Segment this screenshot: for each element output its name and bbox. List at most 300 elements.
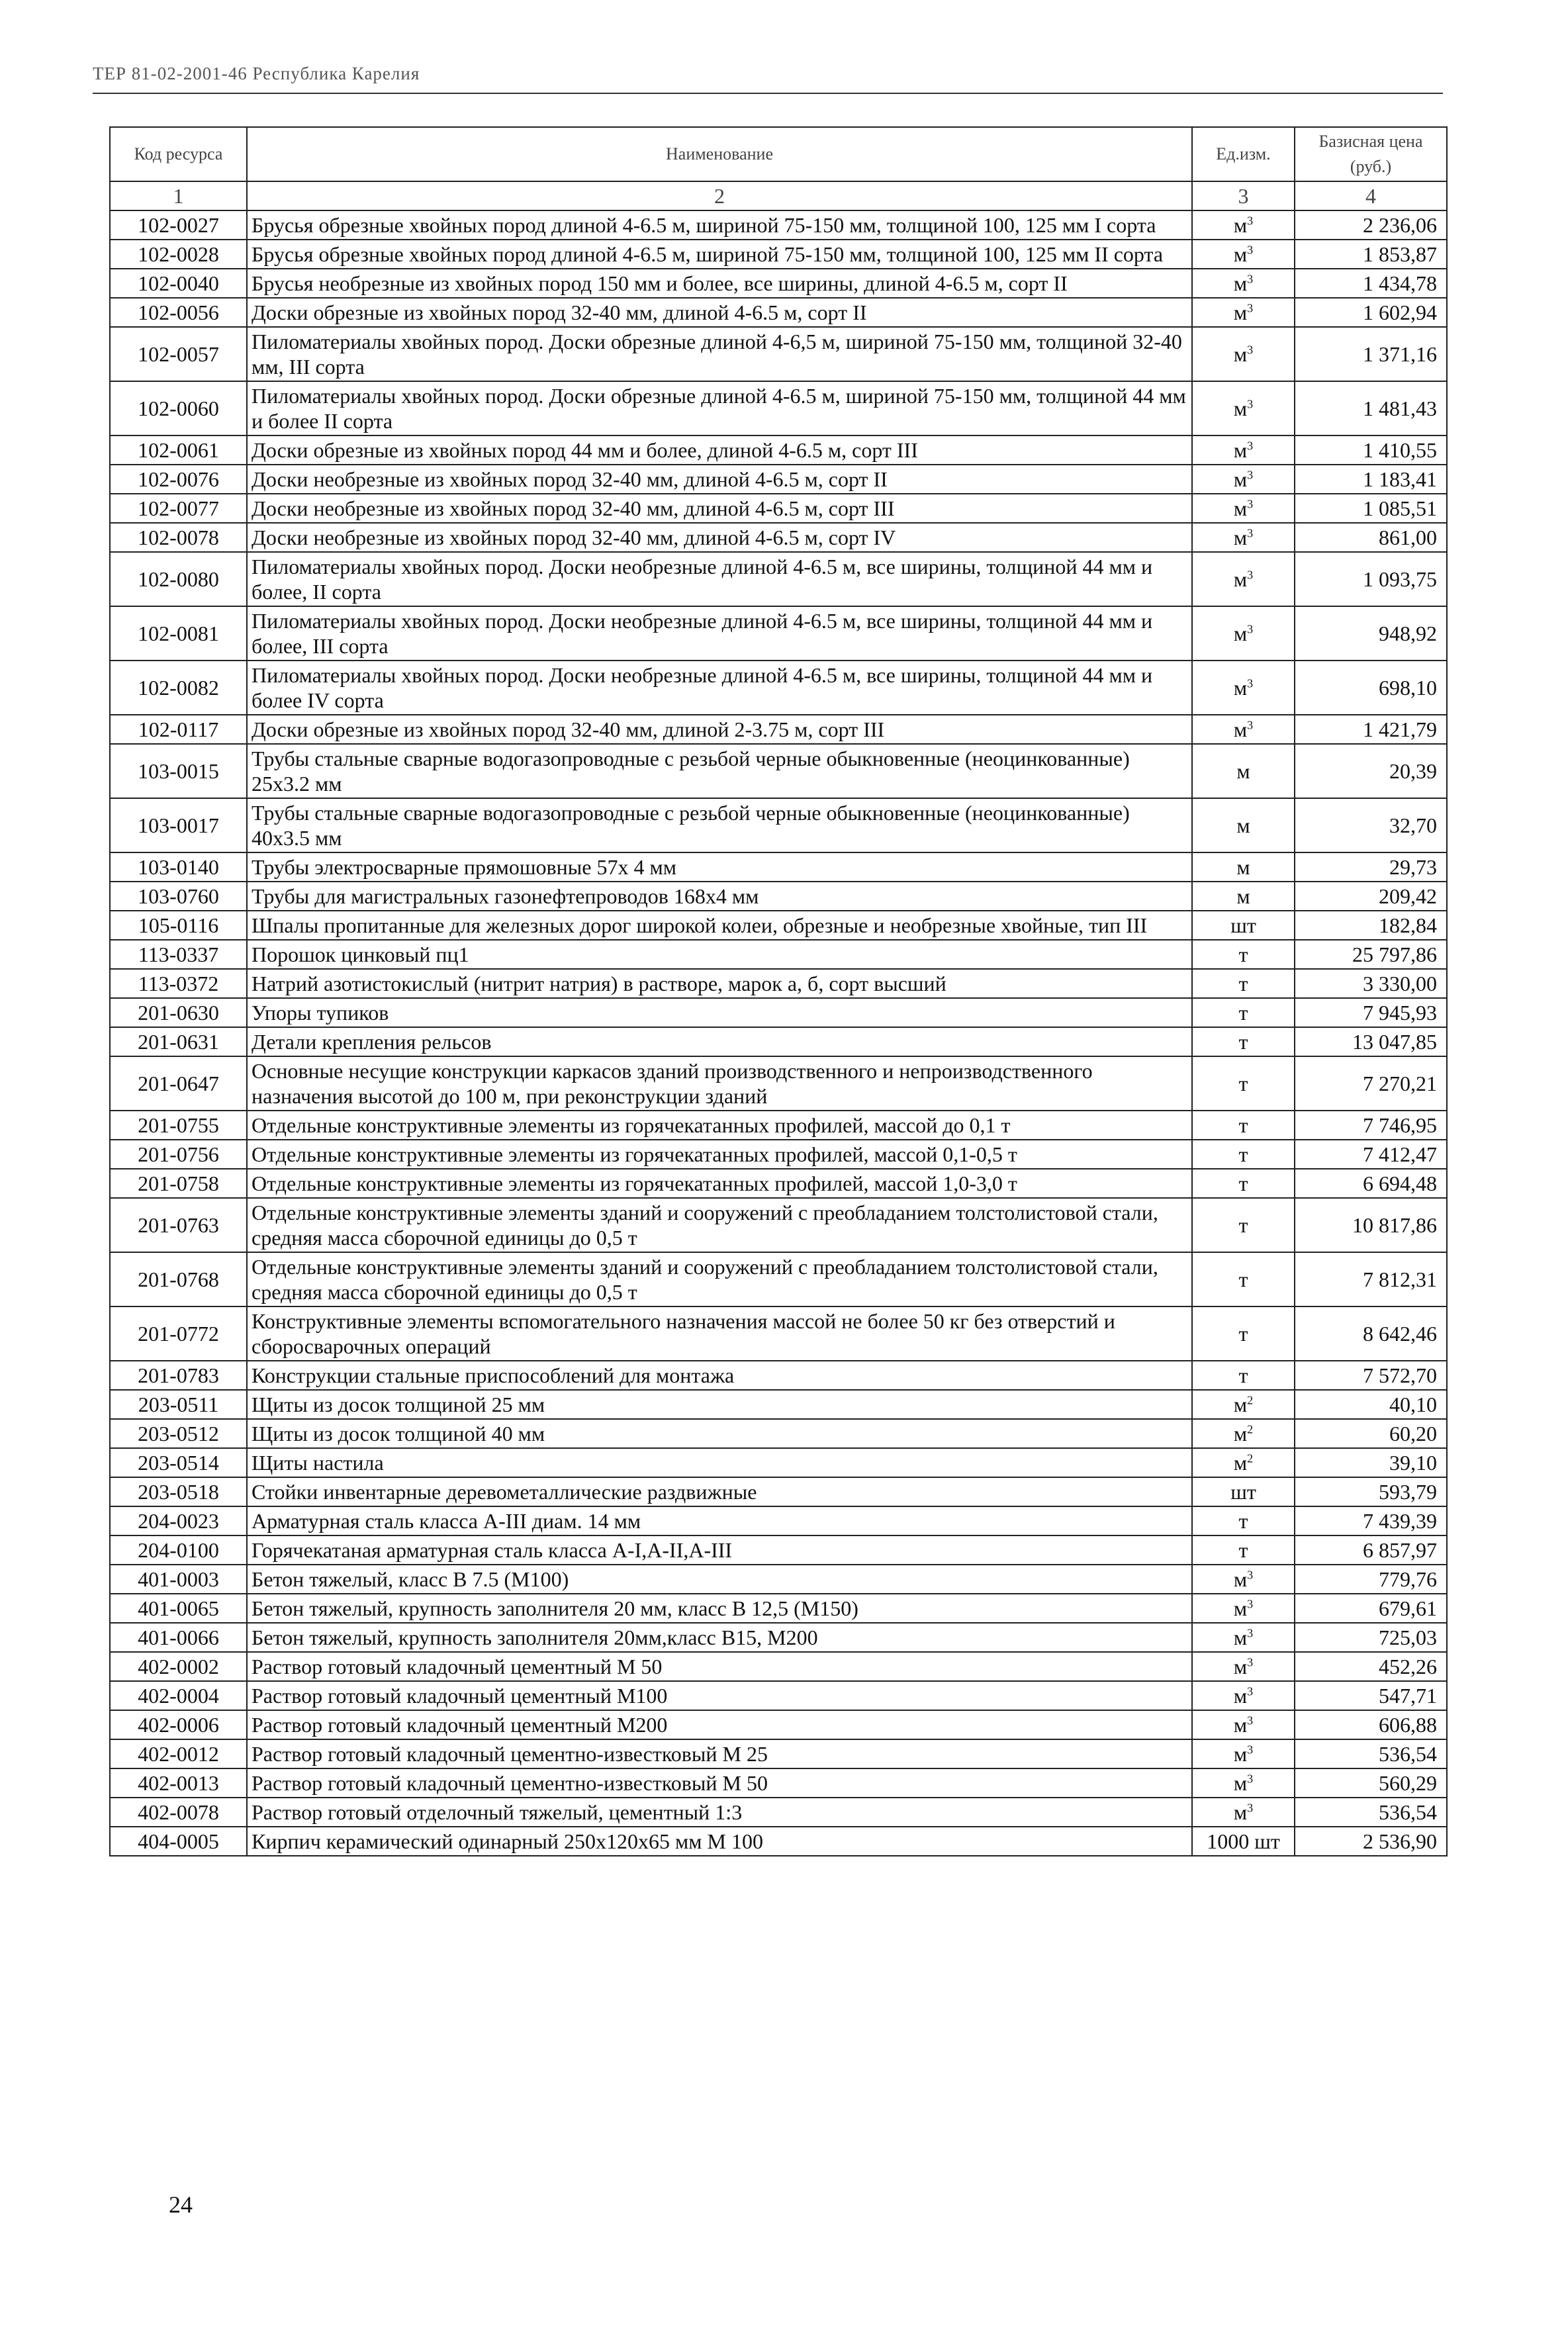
resource-code: 102-0117 <box>110 715 247 744</box>
unit-text: м <box>1233 1393 1248 1416</box>
table-row <box>110 1306 1447 1361</box>
resource-name: Раствор готовый кладочный цементно-известковый М 50 <box>247 1768 1192 1798</box>
resource-code: 404-0005 <box>110 1827 247 1856</box>
resource-name: Пиломатериалы хвойных пород. Доски обрезные длиной 4-6,5 м, шириной 75-150 мм, толщиной 32-40 мм, III сорта <box>247 327 1192 381</box>
resource-code: 103-0140 <box>110 852 247 882</box>
unit-of-measure <box>1192 240 1295 269</box>
base-price: 6 857,97 <box>1295 1535 1447 1565</box>
unit-of-measure <box>1192 1306 1295 1361</box>
table-row <box>110 1565 1447 1594</box>
base-price: 32,70 <box>1295 798 1447 852</box>
unit-of-measure <box>1192 1652 1295 1681</box>
base-price: 779,76 <box>1295 1565 1447 1594</box>
resource-name: Доски обрезные из хвойных пород 44 мм и более, длиной 4-6.5 м, сорт III <box>247 435 1192 465</box>
base-price: 1 410,55 <box>1295 435 1447 465</box>
column-number: 4 <box>1295 181 1447 210</box>
table-row <box>110 606 1447 661</box>
unit-text: т <box>1238 1213 1248 1237</box>
resource-name: Кирпич керамический одинарный 250х120х65 мм М 100 <box>247 1827 1192 1856</box>
resource-name: Трубы стальные сварные водогазопроводные с резьбой черные обыкновенные (неоцинкованные) 40х3.5 мм <box>247 798 1192 852</box>
unit-of-measure <box>1192 381 1295 435</box>
table-row <box>110 1623 1447 1652</box>
table-row <box>110 1390 1447 1419</box>
unit-exponent: 3 <box>1247 1655 1254 1669</box>
resource-name: Раствор готовый кладочный цементный М 50 <box>247 1652 1192 1681</box>
unit-text: т <box>1238 1072 1248 1095</box>
resource-code: 402-0012 <box>110 1739 247 1768</box>
base-price: 725,03 <box>1295 1623 1447 1652</box>
column-number: 3 <box>1192 181 1295 210</box>
resource-code: 102-0082 <box>110 661 247 715</box>
resource-code: 402-0004 <box>110 1681 247 1710</box>
unit-text: м <box>1233 1655 1248 1678</box>
unit-exponent: 3 <box>1247 301 1254 315</box>
unit-of-measure <box>1192 523 1295 552</box>
table-row <box>110 523 1447 552</box>
base-price: 1 183,41 <box>1295 465 1447 494</box>
resource-code: 102-0061 <box>110 435 247 465</box>
table-row <box>110 552 1447 606</box>
unit-exponent: 3 <box>1247 1626 1254 1640</box>
table-row <box>110 998 1447 1027</box>
unit-of-measure <box>1192 1739 1295 1768</box>
unit-of-measure <box>1192 298 1295 327</box>
base-price: 2 236,06 <box>1295 210 1447 240</box>
table-row <box>110 1477 1447 1506</box>
base-price: 1 434,78 <box>1295 269 1447 298</box>
resource-code: 201-0630 <box>110 998 247 1027</box>
table-row <box>110 1681 1447 1710</box>
resource-code: 203-0514 <box>110 1448 247 1477</box>
unit-of-measure <box>1192 327 1295 381</box>
table-row <box>110 1448 1447 1477</box>
table-row <box>110 852 1447 882</box>
table-row <box>110 435 1447 465</box>
base-price: 7 270,21 <box>1295 1056 1447 1111</box>
resource-name: Раствор готовый кладочный цементный М200 <box>247 1710 1192 1739</box>
unit-exponent: 3 <box>1247 243 1254 257</box>
unit-text: м <box>1236 759 1250 783</box>
unit-text: шт <box>1230 913 1256 937</box>
table-row <box>110 1739 1447 1768</box>
unit-text: м <box>1236 813 1250 837</box>
resource-code: 203-0518 <box>110 1477 247 1506</box>
unit-of-measure <box>1192 852 1295 882</box>
table-row <box>110 1056 1447 1111</box>
resource-code: 201-0631 <box>110 1027 247 1056</box>
unit-exponent: 2 <box>1247 1393 1254 1407</box>
resource-code: 102-0028 <box>110 240 247 269</box>
column-number: 2 <box>247 181 1192 210</box>
unit-text: м <box>1233 1596 1248 1620</box>
unit-text: м <box>1233 1422 1248 1445</box>
unit-exponent: 2 <box>1247 1422 1254 1436</box>
resource-name: Щиты настила <box>247 1448 1192 1477</box>
base-price: 2 536,90 <box>1295 1827 1447 1856</box>
unit-text: м <box>1233 526 1248 549</box>
unit-of-measure <box>1192 552 1295 606</box>
table-row <box>110 1419 1447 1448</box>
resource-name: Пиломатериалы хвойных пород. Доски необрезные длиной 4-6.5 м, все ширины, толщиной 44 мм и более IV сорта <box>247 661 1192 715</box>
header-code: Код ресурса <box>110 127 247 181</box>
base-price: 698,10 <box>1295 661 1447 715</box>
resource-name: Доски обрезные из хвойных пород 32-40 мм, длиной 4-6.5 м, сорт II <box>247 298 1192 327</box>
resource-code: 201-0755 <box>110 1111 247 1140</box>
unit-of-measure <box>1192 998 1295 1027</box>
unit-text: т <box>1238 1267 1248 1291</box>
unit-of-measure <box>1192 969 1295 998</box>
unit-text: т <box>1238 1322 1248 1346</box>
resource-code: 103-0760 <box>110 882 247 911</box>
resource-code: 102-0057 <box>110 327 247 381</box>
header-name: Наименование <box>247 127 1192 181</box>
table-row <box>110 744 1447 798</box>
resource-name: Доски необрезные из хвойных пород 32-40 мм, длиной 4-6.5 м, сорт II <box>247 465 1192 494</box>
table-row <box>110 661 1447 715</box>
resource-name: Щиты из досок толщиной 25 мм <box>247 1390 1192 1419</box>
resource-name: Отдельные конструктивные элементы из горячекатанных профилей, массой до 0,1 т <box>247 1111 1192 1140</box>
unit-of-measure <box>1192 1827 1295 1856</box>
unit-of-measure <box>1192 882 1295 911</box>
unit-of-measure <box>1192 1169 1295 1198</box>
table-row <box>110 298 1447 327</box>
resource-name: Натрий азотистокислый (нитрит натрия) в растворе, марок а, б, сорт высший <box>247 969 1192 998</box>
base-price: 948,92 <box>1295 606 1447 661</box>
unit-of-measure <box>1192 1681 1295 1710</box>
table-header-row <box>110 127 1447 181</box>
base-price: 452,26 <box>1295 1652 1447 1681</box>
unit-text: т <box>1238 942 1248 966</box>
table-row <box>110 1111 1447 1140</box>
unit-of-measure <box>1192 1111 1295 1140</box>
base-price: 10 817,86 <box>1295 1198 1447 1252</box>
resource-name: Доски необрезные из хвойных пород 32-40 мм, длиной 4-6.5 м, сорт III <box>247 494 1192 523</box>
unit-text: м <box>1233 621 1248 645</box>
table-row <box>110 1169 1447 1198</box>
base-price: 60,20 <box>1295 1419 1447 1448</box>
resource-code: 402-0013 <box>110 1768 247 1798</box>
base-price: 1 093,75 <box>1295 552 1447 606</box>
resource-code: 402-0078 <box>110 1798 247 1827</box>
resource-name: Конструктивные элементы вспомогательного назначения массой не более 50 кг без отверстий и сборосварочных операций <box>247 1306 1192 1361</box>
resource-name: Пиломатериалы хвойных пород. Доски необрезные длиной 4-6.5 м, все ширины, толщиной 44 мм и более, II сорта <box>247 552 1192 606</box>
base-price: 7 412,47 <box>1295 1140 1447 1169</box>
base-price: 1 853,87 <box>1295 240 1447 269</box>
base-price: 7 572,70 <box>1295 1361 1447 1390</box>
unit-of-measure <box>1192 1798 1295 1827</box>
unit-text: м <box>1236 884 1250 908</box>
unit-text: м <box>1233 342 1248 366</box>
resource-code: 203-0511 <box>110 1390 247 1419</box>
unit-of-measure <box>1192 911 1295 940</box>
unit-of-measure <box>1192 1565 1295 1594</box>
unit-text: м <box>1233 1567 1248 1591</box>
table-row <box>110 1652 1447 1681</box>
unit-text: т <box>1238 1030 1248 1054</box>
resource-name: Трубы стальные сварные водогазопроводные с резьбой черные обыкновенные (неоцинкованные) 25х3.2 мм <box>247 744 1192 798</box>
resource-code: 103-0017 <box>110 798 247 852</box>
unit-of-measure <box>1192 1027 1295 1056</box>
resource-code: 113-0337 <box>110 940 247 969</box>
unit-exponent: 3 <box>1247 439 1254 453</box>
unit-exponent: 3 <box>1247 1772 1254 1786</box>
unit-of-measure <box>1192 210 1295 240</box>
unit-text: м <box>1233 717 1248 741</box>
table-row <box>110 940 1447 969</box>
resource-code: 102-0040 <box>110 269 247 298</box>
unit-of-measure <box>1192 661 1295 715</box>
unit-text: м <box>1233 567 1248 591</box>
table-row <box>110 1798 1447 1827</box>
base-price: 536,54 <box>1295 1798 1447 1827</box>
table-row <box>110 969 1447 998</box>
base-price: 1 085,51 <box>1295 494 1447 523</box>
unit-text: м <box>1233 1713 1248 1737</box>
unit-text: м <box>1233 1742 1248 1766</box>
unit-exponent: 3 <box>1247 1714 1254 1727</box>
resource-code: 201-0763 <box>110 1198 247 1252</box>
unit-of-measure <box>1192 1710 1295 1739</box>
table-row <box>110 1198 1447 1252</box>
base-price: 13 047,85 <box>1295 1027 1447 1056</box>
unit-text: м <box>1233 438 1248 462</box>
resource-code: 102-0027 <box>110 210 247 240</box>
base-price: 182,84 <box>1295 911 1447 940</box>
column-number: 1 <box>110 181 247 210</box>
unit-text: т <box>1238 1509 1248 1533</box>
base-price: 1 481,43 <box>1295 381 1447 435</box>
base-price: 547,71 <box>1295 1681 1447 1710</box>
resource-name: Шпалы пропитанные для железных дорог широкой колеи, обрезные и необрезные хвойные, тип III <box>247 911 1192 940</box>
header-price: Базисная цена (руб.) <box>1295 127 1447 181</box>
resource-code: 201-0783 <box>110 1361 247 1390</box>
resource-name: Доски обрезные из хвойных пород 32-40 мм, длиной 2-3.75 м, сорт III <box>247 715 1192 744</box>
resource-code: 204-0023 <box>110 1506 247 1535</box>
resource-code: 402-0006 <box>110 1710 247 1739</box>
unit-exponent: 3 <box>1247 272 1254 286</box>
unit-of-measure <box>1192 1623 1295 1652</box>
resource-name: Бетон тяжелый, крупность заполнителя 20мм,класс В15, М200 <box>247 1623 1192 1652</box>
resource-code: 102-0080 <box>110 552 247 606</box>
unit-exponent: 2 <box>1247 1451 1254 1465</box>
table-row <box>110 1252 1447 1306</box>
unit-text: м <box>1233 1451 1248 1475</box>
base-price: 606,88 <box>1295 1710 1447 1739</box>
resource-name: Стойки инвентарные деревометаллические раздвижные <box>247 1477 1192 1506</box>
resource-name: Трубы электросварные прямошовные 57х 4 мм <box>247 852 1192 882</box>
resource-name: Щиты из досок толщиной 40 мм <box>247 1419 1192 1448</box>
resource-name: Отдельные конструктивные элементы из горячекатанных профилей, массой 1,0-3,0 т <box>247 1169 1192 1198</box>
resource-name: Упоры тупиков <box>247 998 1192 1027</box>
resource-name: Отдельные конструктивные элементы зданий и сооружений с преобладанием толстолистовой стали, средняя масса сборочной единицы до 0,5 т <box>247 1252 1192 1306</box>
unit-of-measure <box>1192 744 1295 798</box>
unit-text: м <box>1233 396 1248 420</box>
resource-name: Раствор готовый кладочный цементно-известковый М 25 <box>247 1739 1192 1768</box>
unit-exponent: 3 <box>1247 397 1254 411</box>
resource-name: Пиломатериалы хвойных пород. Доски необрезные длиной 4-6.5 м, все ширины, толщиной 44 мм и более, III сорта <box>247 606 1192 661</box>
table-row <box>110 1535 1447 1565</box>
unit-of-measure <box>1192 798 1295 852</box>
resource-name: Брусья обрезные хвойных пород длиной 4-6.5 м, шириной 75-150 мм, толщиной 100, 125 мм II сорта <box>247 240 1192 269</box>
unit-text: 1000 шт <box>1207 1829 1280 1853</box>
unit-text: т <box>1238 1142 1248 1166</box>
base-price: 8 642,46 <box>1295 1306 1447 1361</box>
unit-text: м <box>1233 496 1248 520</box>
unit-of-measure <box>1192 1140 1295 1169</box>
base-price: 1 371,16 <box>1295 327 1447 381</box>
unit-text: м <box>1233 1625 1248 1649</box>
unit-of-measure <box>1192 606 1295 661</box>
unit-of-measure <box>1192 1198 1295 1252</box>
base-price: 560,29 <box>1295 1768 1447 1798</box>
unit-exponent: 3 <box>1247 497 1254 511</box>
table-row <box>110 715 1447 744</box>
unit-exponent: 3 <box>1247 622 1254 636</box>
resource-code: 105-0116 <box>110 911 247 940</box>
base-price: 209,42 <box>1295 882 1447 911</box>
base-price: 29,73 <box>1295 852 1447 882</box>
base-price: 7 439,39 <box>1295 1506 1447 1535</box>
table-row <box>110 1768 1447 1798</box>
unit-of-measure <box>1192 435 1295 465</box>
running-header: ТЕР 81-02-2001-46 Республика Карелия <box>93 64 420 83</box>
unit-exponent: 3 <box>1247 343 1254 357</box>
column-number-row <box>110 181 1447 210</box>
unit-text: м <box>1233 1684 1248 1708</box>
unit-text: т <box>1238 1001 1248 1025</box>
unit-of-measure <box>1192 1594 1295 1623</box>
unit-exponent: 3 <box>1247 718 1254 732</box>
resource-name: Конструкции стальные приспособлений для монтажа <box>247 1361 1192 1390</box>
resource-code: 201-0647 <box>110 1056 247 1111</box>
unit-text: м <box>1236 855 1250 879</box>
table-row <box>110 210 1447 240</box>
resource-name: Бетон тяжелый, крупность заполнителя 20 мм, класс В 12,5 (М150) <box>247 1594 1192 1623</box>
unit-of-measure <box>1192 940 1295 969</box>
unit-text: т <box>1238 1363 1248 1387</box>
unit-text: т <box>1238 1171 1248 1195</box>
resource-name: Раствор готовый кладочный цементный М100 <box>247 1681 1192 1710</box>
unit-text: т <box>1238 1538 1248 1562</box>
table-row <box>110 269 1447 298</box>
unit-of-measure <box>1192 1768 1295 1798</box>
unit-of-measure <box>1192 1477 1295 1506</box>
resource-code: 401-0003 <box>110 1565 247 1594</box>
unit-of-measure <box>1192 1535 1295 1565</box>
unit-exponent: 3 <box>1247 214 1254 228</box>
unit-exponent: 3 <box>1247 1684 1254 1698</box>
resource-code: 201-0768 <box>110 1252 247 1306</box>
table-row <box>110 798 1447 852</box>
resource-name: Основные несущие конструкции каркасов зданий производственного и непроизводственного назначения высотой до 100 м, при реконструкции зданий <box>247 1056 1192 1111</box>
unit-of-measure <box>1192 1448 1295 1477</box>
resource-code: 102-0077 <box>110 494 247 523</box>
resource-name: Отдельные конструктивные элементы зданий и сооружений с преобладанием толстолистовой стали, средняя масса сборочной единицы до 0,5 т <box>247 1198 1192 1252</box>
base-price: 7 812,31 <box>1295 1252 1447 1306</box>
resource-name: Детали крепления рельсов <box>247 1027 1192 1056</box>
unit-of-measure <box>1192 1056 1295 1111</box>
resource-name: Пиломатериалы хвойных пород. Доски обрезные длиной 4-6.5 м, шириной 75-150 мм, толщиной 44 мм и более II сорта <box>247 381 1192 435</box>
unit-text: шт <box>1230 1480 1256 1504</box>
table-row <box>110 1027 1447 1056</box>
unit-exponent: 3 <box>1247 1597 1254 1611</box>
resource-name: Бетон тяжелый, класс В 7.5 (М100) <box>247 1565 1192 1594</box>
resource-code: 102-0060 <box>110 381 247 435</box>
resource-price-table <box>109 126 1448 1856</box>
table-row <box>110 911 1447 940</box>
resource-code: 102-0078 <box>110 523 247 552</box>
base-price: 40,10 <box>1295 1390 1447 1419</box>
table-row <box>110 1710 1447 1739</box>
base-price: 3 330,00 <box>1295 969 1447 998</box>
unit-text: м <box>1233 271 1248 295</box>
resource-name: Трубы для магистральных газонефтепроводов 168х4 мм <box>247 882 1192 911</box>
base-price: 25 797,86 <box>1295 940 1447 969</box>
unit-text: т <box>1238 972 1248 995</box>
unit-text: м <box>1233 1800 1248 1824</box>
unit-text: м <box>1233 213 1248 237</box>
unit-text: м <box>1233 467 1248 491</box>
table-row <box>110 465 1447 494</box>
unit-text: м <box>1233 300 1248 324</box>
base-price: 6 694,48 <box>1295 1169 1447 1198</box>
resource-name: Брусья необрезные из хвойных пород 150 мм и более, все ширины, длиной 4-6.5 м, сорт II <box>247 269 1192 298</box>
unit-exponent: 3 <box>1247 676 1254 690</box>
unit-of-measure <box>1192 1506 1295 1535</box>
base-price: 7 945,93 <box>1295 998 1447 1027</box>
resource-name: Доски необрезные из хвойных пород 32-40 мм, длиной 4-6.5 м, сорт IV <box>247 523 1192 552</box>
table-row <box>110 1594 1447 1623</box>
header-unit: Ед.изм. <box>1192 127 1295 181</box>
resource-code: 402-0002 <box>110 1652 247 1681</box>
base-price: 20,39 <box>1295 744 1447 798</box>
base-price: 7 746,95 <box>1295 1111 1447 1140</box>
base-price: 593,79 <box>1295 1477 1447 1506</box>
resource-code: 103-0015 <box>110 744 247 798</box>
resource-code: 102-0056 <box>110 298 247 327</box>
unit-exponent: 3 <box>1247 568 1254 582</box>
resource-code: 201-0756 <box>110 1140 247 1169</box>
resource-name: Арматурная сталь класса А-III диам. 14 мм <box>247 1506 1192 1535</box>
base-price: 39,10 <box>1295 1448 1447 1477</box>
resource-code: 113-0372 <box>110 969 247 998</box>
resource-code: 201-0772 <box>110 1306 247 1361</box>
unit-text: м <box>1233 1771 1248 1795</box>
resource-name: Порошок цинковый пц1 <box>247 940 1192 969</box>
unit-text: м <box>1233 676 1248 700</box>
table-row <box>110 327 1447 381</box>
table-row <box>110 1140 1447 1169</box>
unit-of-measure <box>1192 494 1295 523</box>
unit-of-measure <box>1192 269 1295 298</box>
base-price: 536,54 <box>1295 1739 1447 1768</box>
unit-exponent: 3 <box>1247 1743 1254 1757</box>
unit-text: м <box>1233 242 1248 266</box>
resource-code: 203-0512 <box>110 1419 247 1448</box>
resource-code: 204-0100 <box>110 1535 247 1565</box>
unit-of-measure <box>1192 715 1295 744</box>
resource-code: 401-0066 <box>110 1623 247 1652</box>
table-row <box>110 240 1447 269</box>
page-number: 24 <box>169 2191 193 2218</box>
resource-name: Раствор готовый отделочный тяжелый, цементный 1:3 <box>247 1798 1192 1827</box>
resource-code: 201-0758 <box>110 1169 247 1198</box>
resource-name: Брусья обрезные хвойных пород длиной 4-6.5 м, шириной 75-150 мм, толщиной 100, 125 мм I сорта <box>247 210 1192 240</box>
header-rule <box>93 93 1443 94</box>
base-price: 679,61 <box>1295 1594 1447 1623</box>
resource-code: 102-0076 <box>110 465 247 494</box>
table-row <box>110 381 1447 435</box>
